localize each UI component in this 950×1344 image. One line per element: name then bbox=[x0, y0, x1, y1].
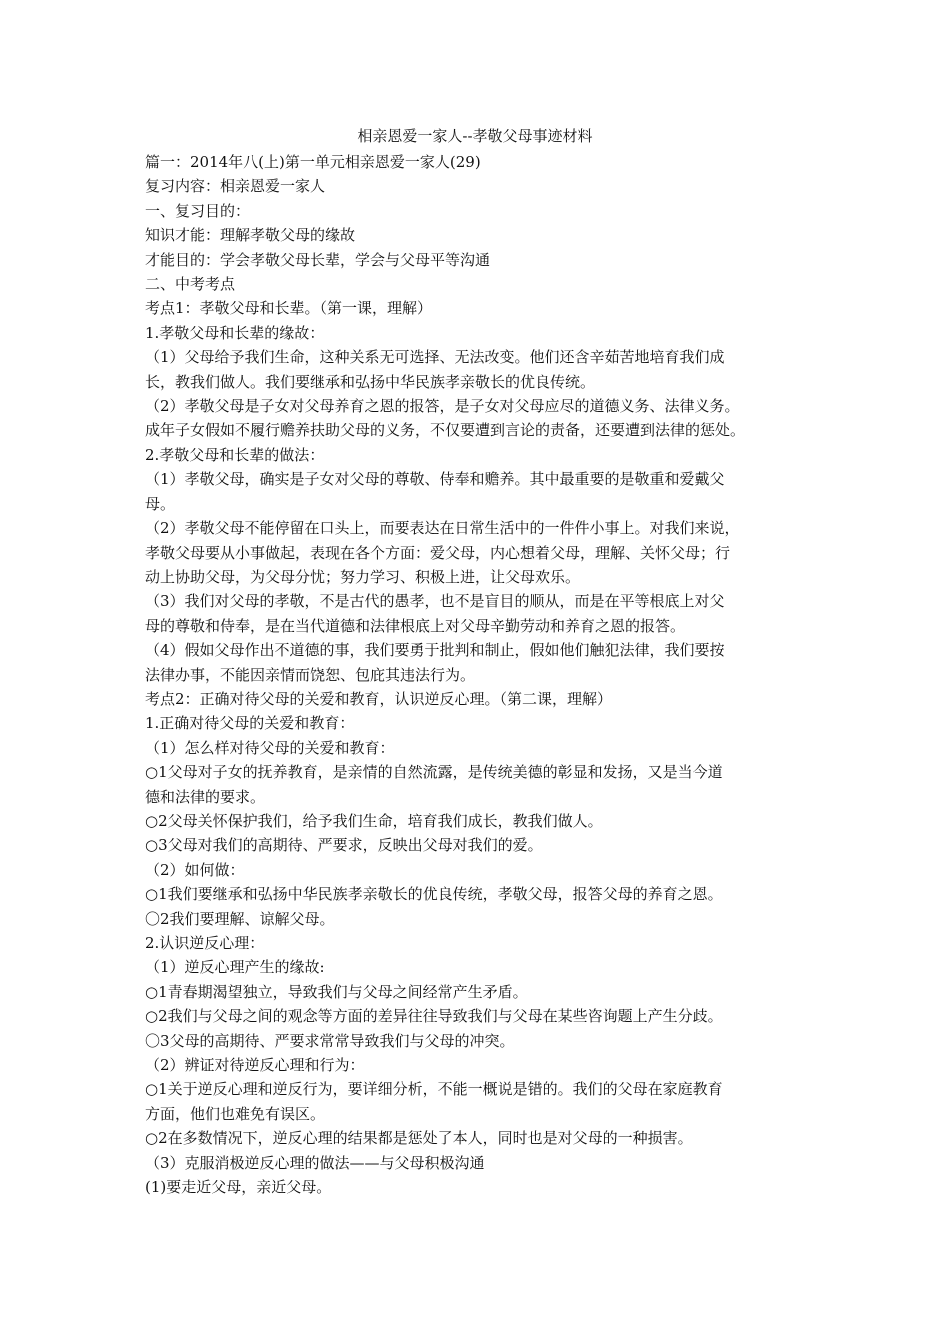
text-line: （1）孝敬父母，确实是子女对父母的尊敬、侍奉和赡养。其中最重要的是敬重和爱戴父 bbox=[145, 470, 725, 489]
text-line: ○1我们要继承和弘扬中华民族孝亲敬长的优良传统，孝敬父母，报答父母的养育之恩。 bbox=[145, 885, 723, 904]
text-line: 复习内容：相亲恩爱一家人 bbox=[145, 177, 326, 196]
text-line: （2）孝敬父母是子女对父母养育之恩的报答，是子女对父母应尽的道德义务、法律义务。 bbox=[145, 397, 740, 416]
text-line: 〇2我们要理解、谅解父母。 bbox=[145, 909, 335, 928]
text-line: ○1关于逆反心理和逆反行为，要详细分析，不能一概说是错的。我们的父母在家庭教育 bbox=[145, 1080, 723, 1099]
text-line: 母的尊敬和侍奉，是在当代道德和法律根底上对父母辛勤劳动和养育之恩的报答。 bbox=[145, 616, 686, 635]
text-line: 2.认识逆反心理： bbox=[145, 934, 265, 952]
text-line: 考点2：正确对待父母的关爱和教育，认识逆反心理。（第二课，理解） bbox=[145, 689, 613, 708]
document-body bbox=[145, 150, 825, 1199]
text-line: 考点1：孝敬父母和长辈。（第一课，理解） bbox=[145, 299, 433, 318]
text-line: 篇一：2014年八(上)第一单元相亲恩爱一家人(29) bbox=[145, 153, 481, 171]
text-line: 2.孝敬父母和长辈的做法： bbox=[145, 445, 325, 464]
text-line: （2）如何做： bbox=[145, 860, 245, 879]
text-line: 孝敬父母要从小事做起，表现在各个方面：爱父母，内心想着父母，理解、关怀父母；行 bbox=[145, 543, 731, 562]
text-line: （2）孝敬父母不能停留在口头上，而要表达在日常生活中的一件件小事上。对我们来说， bbox=[145, 519, 740, 538]
text-line: 1.正确对待父母的关爱和教育： bbox=[145, 714, 355, 733]
text-line: ○2在多数情况下，逆反心理的结果都是惩处了本人，同时也是对父母的一种损害。 bbox=[145, 1129, 693, 1148]
text-line: 1.孝敬父母和长辈的缘故： bbox=[145, 323, 325, 342]
text-line: 成年子女假如不履行赡养扶助父母的义务，不仅要遭到言论的责备，还要遭到法律的惩处。 bbox=[145, 421, 746, 440]
text-line: 二、中考考点 bbox=[145, 275, 236, 294]
text-line: （3）我们对父母的孝敬，不是古代的愚孝，也不是盲目的顺从，而是在平等根底上对父 bbox=[145, 592, 725, 611]
text-line: ○1父母对子女的抚养教育，是亲情的自然流露，是传统美德的彰显和发扬，又是当今道 bbox=[145, 763, 723, 782]
text-line: （1）父母给予我们生命，这种关系无可选择、无法改变。他们还含辛茹苦地培育我们成 bbox=[145, 348, 725, 367]
text-line: （3）克服消极逆反心理的做法——与父母积极沟通 bbox=[145, 1153, 485, 1172]
text-line: (1)要走近父母，亲近父母。 bbox=[145, 1178, 332, 1197]
text-line: ○3父母对我们的高期待、严要求，反映出父母对我们的爱。 bbox=[145, 836, 543, 855]
text-line: 才能目的：学会孝敬父母长辈，学会与父母平等沟通 bbox=[145, 250, 491, 269]
text-line: 长，教我们做人。我们要继承和弘扬中华民族孝亲敬长的优良传统。 bbox=[145, 372, 596, 391]
text-line: 一、复习目的： bbox=[145, 201, 251, 220]
text-line: 德和法律的要求。 bbox=[145, 787, 266, 806]
document-title: 相亲恩爱一家人--孝敬父母事迹材料 bbox=[357, 127, 593, 145]
text-line: 动上协助父母，为父母分忧；努力学习、积极上进，让父母欢乐。 bbox=[145, 567, 581, 586]
text-line: 知识才能：理解孝敬父母的缘故 bbox=[145, 226, 356, 245]
text-line: （1）怎么样对待父母的关爱和教育： bbox=[145, 738, 395, 757]
text-line: 〇3父母的高期待、严要求常常导致我们与父母的冲突。 bbox=[145, 1031, 515, 1050]
text-line: 方面，他们也难免有误区。 bbox=[145, 1104, 326, 1123]
text-line: （1）逆反心理产生的缘故: bbox=[145, 958, 325, 977]
text-line: ○2父母关怀保护我们，给予我们生命，培育我们成长，教我们做人。 bbox=[145, 811, 603, 830]
text-line: （4）假如父母作出不道德的事，我们要勇于批判和制止，假如他们触犯法律，我们要按 bbox=[145, 641, 725, 660]
text-line: 母。 bbox=[145, 494, 176, 513]
text-line: ○2我们与父母之间的观念等方面的差异往往导致我们与父母在某些咨询题上产生分歧。 bbox=[145, 1007, 723, 1026]
text-line: （2）辨证对待逆反心理和行为： bbox=[145, 1056, 365, 1075]
text-line: 法律办事，不能因亲情而饶恕、包庇其违法行为。 bbox=[145, 665, 476, 684]
text-line: ○1青春期渴望独立，导致我们与父母之间经常产生矛盾。 bbox=[145, 982, 528, 1001]
